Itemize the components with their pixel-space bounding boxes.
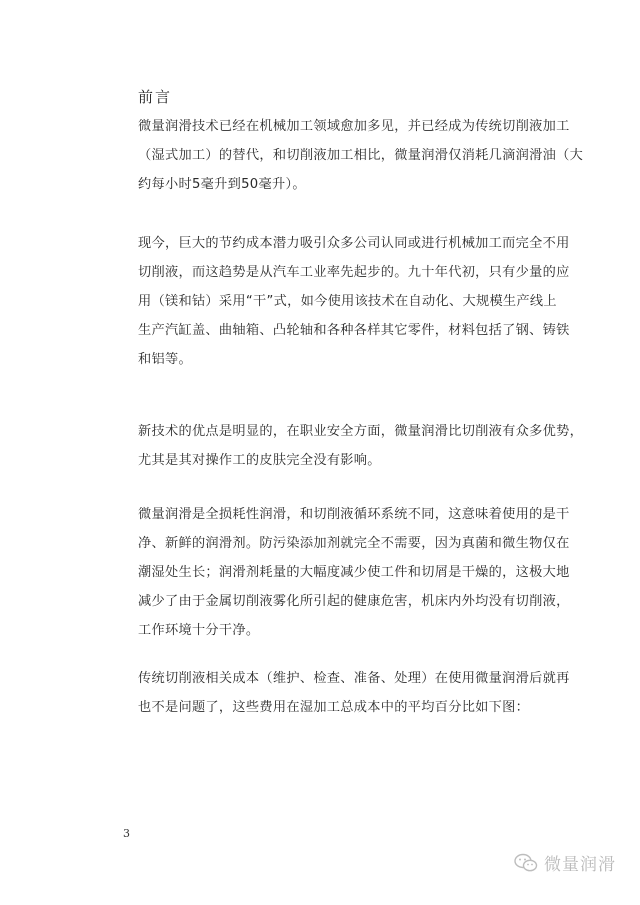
wechat-icon [514,853,538,873]
paragraph-line: 约每小时5毫升到50毫升）。 [138,177,306,192]
paragraph-line: 也不是问题了，这些费用在湿加工总成本中的平均百分比如下图： [138,700,530,715]
paragraph-line: （湿式加工）的替代，和切削液加工相比，微量润滑仅消耗几滴润滑油（大 [138,148,584,163]
paragraph-line: 尤其是其对操作工的皮肤完全没有影响。 [138,453,381,468]
paragraph-line: 切削液，而这趋势是从汽车工业率先起步的。九十年代初，只有少量的应 [138,265,570,280]
paragraph-line: 生产汽缸盖、曲轴箱、凸轮轴和各种各样其它零件，材料包括了钢、铸铁 [138,323,570,338]
paragraph-5 [138,664,570,722]
paragraph-line: 潮湿处生长；润滑剂耗量的大幅度减少使工件和切屑是干燥的，这极大地 [138,565,570,580]
page-number: 3 [123,827,130,840]
paragraph-line: 微量润滑是全损耗性润滑，和切削液循环系统不同，这意味着使用的是干 [138,507,570,522]
paragraph-line: 微量润滑技术已经在机械加工领域愈加多见，并已经成为传统切削液加工 [138,119,570,134]
paragraph-line: 和铝等。 [138,352,192,367]
paragraph-2 [138,229,570,374]
paragraph-line: 传统切削液相关成本（维护、检查、准备、处理）在使用微量润滑后就再 [138,671,570,686]
section-heading: 前言 [138,88,173,106]
paragraph-line: 新技术的优点是明显的，在职业安全方面，微量润滑比切削液有众多优势， [138,424,584,439]
paragraph-1 [138,112,584,199]
paragraph-line: 工作环境十分干净。 [138,623,260,638]
paragraph-3 [138,417,584,475]
paragraph-line: 用（镁和钴）采用“干”式，如今使用该技术在自动化、大规模生产线上 [138,294,557,309]
paragraph-line: 减少了由于金属切削液雾化所引起的健康危害，机床内外均没有切削液， [138,594,570,609]
watermark [514,850,616,875]
paragraph-line: 净、新鲜的润滑剂。防污染添加剂就完全不需要，因为真菌和微生物仅在 [138,536,570,551]
paragraph-4 [138,500,570,645]
watermark-text: 微量润滑 [544,855,616,875]
paragraph-line: 现今，巨大的节约成本潜力吸引众多公司认同或进行机械加工而完全不用 [138,236,570,251]
